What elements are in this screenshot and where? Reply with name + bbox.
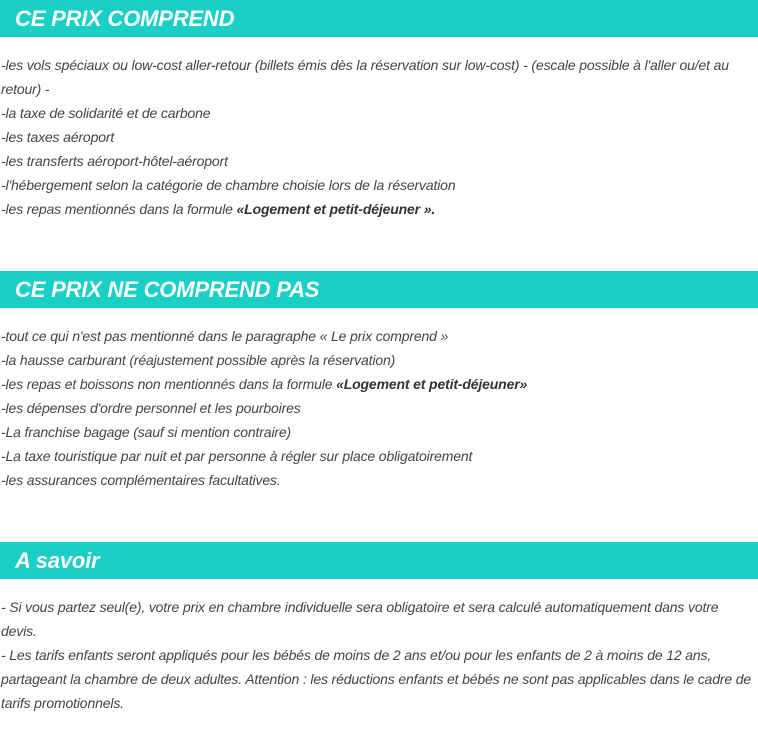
excluded-body — [0, 308, 758, 492]
included-title: CE PRIX COMPREND — [15, 6, 235, 31]
excluded-item-fuel: -la hausse carburant (réajustement possible après la réservation) — [1, 352, 396, 368]
excluded-header — [0, 271, 758, 308]
excluded-section — [0, 271, 758, 492]
excluded-item-insurance: -les assurances complémentaires facultatives. — [1, 472, 281, 488]
included-meals-text: -les repas mentionnés dans la formule — [1, 201, 237, 217]
included-item-airport-taxes: -les taxes aéroport — [1, 129, 115, 145]
excluded-meals-formula: «Logement et petit-déjeuner» — [336, 376, 528, 392]
excluded-item-personal: -les dépenses d'ordre personnel et les pourboires — [1, 400, 301, 416]
included-meals-formula: «Logement et petit-déjeuner ». — [236, 201, 436, 217]
info-section — [0, 542, 758, 715]
included-item-transfers: -les transferts aéroport-hôtel-aéroport — [1, 153, 228, 169]
excluded-item-meals — [1, 372, 754, 396]
included-item-flights: -les vols spéciaux ou low-cost aller-retour (billets émis dès la réservation sur low-cost) - (escale possible à l'aller ou/et au retour) - — [1, 57, 729, 97]
included-item-accommodation: -l'hébergement selon la catégorie de chambre choisie lors de la réservation — [1, 177, 456, 193]
info-item-children: - Les tarifs enfants seront appliqués pour les bébés de moins de 2 ans et/ou pour les enfants de 2 à moins de 12 ans, partageant la chambre de deux adultes. Attention : les réductions enfants et bébés ne sont pas applicables dans le cadre de tarifs promotionnels. — [1, 647, 751, 711]
excluded-item-tourist-tax: -La taxe touristique par nuit et par personne à régler sur place obligatoirement — [1, 448, 473, 464]
included-item-tax-solidarity: -la taxe de solidarité et de carbone — [1, 105, 211, 121]
included-item-meals — [1, 197, 754, 221]
included-header — [0, 0, 758, 37]
included-section — [0, 0, 758, 221]
excluded-meals-text: -les repas et boissons non mentionnés dans la formule — [1, 376, 337, 392]
info-header — [0, 542, 758, 579]
included-body — [0, 37, 758, 221]
excluded-title: CE PRIX NE COMPREND PAS — [15, 277, 320, 302]
excluded-item-not-mentioned: -tout ce qui n'est pas mentionné dans le paragraphe « Le prix comprend » — [1, 328, 449, 344]
info-body — [0, 579, 758, 715]
info-item-single: - Si vous partez seul(e), votre prix en chambre individuelle sera obligatoire et sera calculé automatiquement dans votre devis. — [1, 599, 719, 639]
info-title: A savoir — [15, 548, 100, 573]
excluded-item-baggage: -La franchise bagage (sauf si mention contraire) — [1, 424, 292, 440]
